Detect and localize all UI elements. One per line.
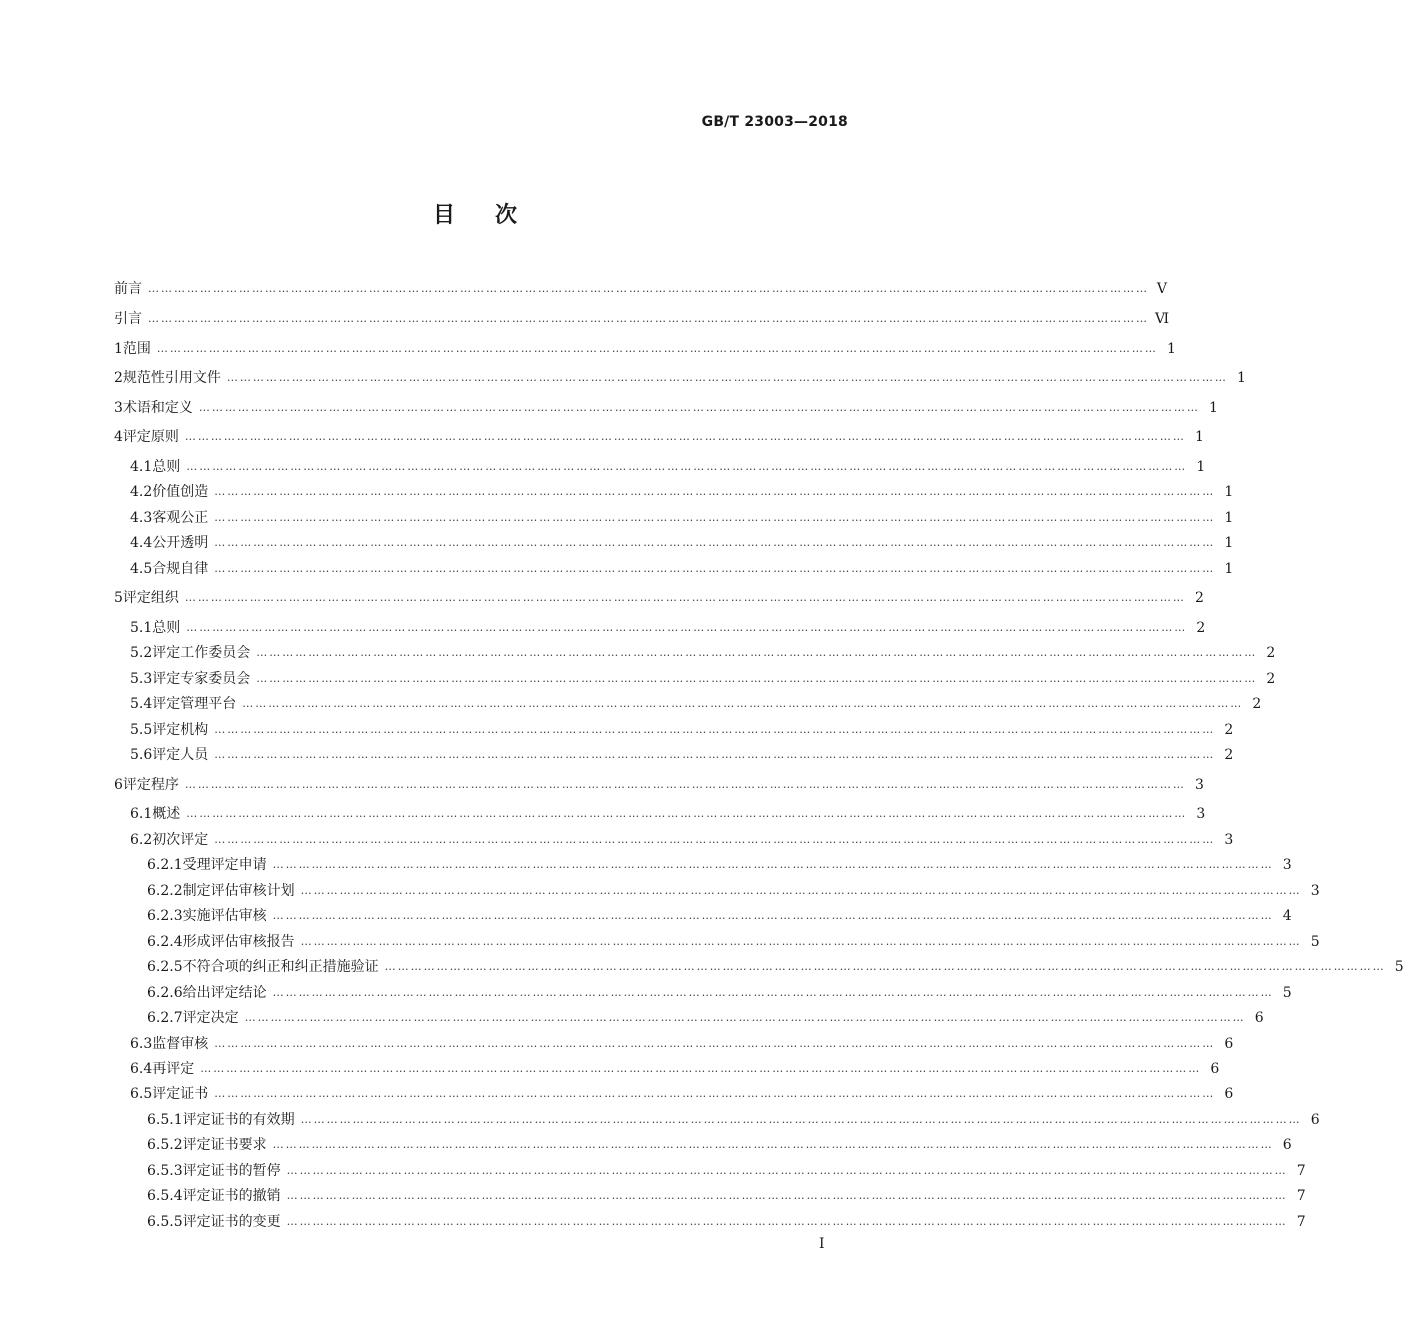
toc-entry-page: 2 [1252, 696, 1262, 712]
page-number: Ⅰ [819, 1236, 825, 1252]
toc-dot-leader: …………………………………………………………………………………………………………………………………………………………………………………………………………… [384, 960, 1386, 973]
toc-entry-number: 5.4 [130, 696, 153, 712]
toc-entry[interactable] [114, 397, 1218, 419]
toc-entry-number: 6.2.4 [147, 934, 183, 950]
toc-entry-page: 1 [1224, 561, 1234, 577]
toc-entry-page: 1 [1224, 484, 1234, 500]
toc-entry-label: 评定决定 [182, 1010, 239, 1026]
toc-dot-leader: …………………………………………………………………………………………………………………………………………………………………………………………………………… [272, 986, 1274, 999]
toc-entry[interactable] [114, 308, 1170, 330]
toc-entry-number: 5.1 [130, 620, 153, 636]
toc-entry-number: 6.5.5 [147, 1214, 183, 1230]
toc-entry-label: 监督审核 [152, 1036, 209, 1052]
toc-entry-number: 6.2.1 [147, 857, 183, 873]
toc-dot-leader: …………………………………………………………………………………………………………………………………………………………………………………………………………… [244, 1011, 1246, 1024]
toc-entry-page: 5 [1282, 985, 1292, 1001]
toc-entry-number: 6.2.3 [147, 908, 183, 924]
toc-dot-leader: …………………………………………………………………………………………………………………………………………………………………………………………………………… [272, 909, 1274, 922]
toc-dot-leader: …………………………………………………………………………………………………………………………………………………………………………………………………………… [214, 536, 1216, 549]
toc-entry-number: 6.1 [130, 806, 153, 822]
toc-entry-page: 3 [1282, 857, 1292, 873]
toc-entry-page: 2 [1196, 620, 1206, 636]
toc-entry-label: 评定证书的撤销 [182, 1188, 281, 1204]
toc-entry[interactable] [114, 1083, 1234, 1105]
toc-entry-page: 5 [1394, 959, 1404, 975]
toc-entry-page: 1 [1209, 400, 1218, 416]
toc-dot-leader: …………………………………………………………………………………………………………………………………………………………………………………………………………… [256, 646, 1258, 659]
toc-entry-page: 2 [1224, 747, 1234, 763]
toc-entry-page: 3 [1196, 806, 1206, 822]
toc-entry-page: 6 [1254, 1010, 1264, 1026]
toc-entry-page: 1 [1224, 510, 1234, 526]
toc-entry[interactable] [114, 338, 1176, 360]
toc-entry[interactable] [114, 426, 1204, 448]
toc-entry[interactable] [114, 803, 1206, 825]
toc-entry-label: 评定程序 [122, 777, 179, 793]
toc-entry-page: 2 [1266, 645, 1276, 661]
toc-entry-page: 1 [1196, 459, 1206, 475]
toc-entry-label: 范围 [122, 341, 151, 357]
toc-entry-number: 6.5.4 [147, 1188, 183, 1204]
toc-entry[interactable] [114, 854, 1292, 876]
standard-number: GB/T 23003—2018 [701, 114, 848, 130]
toc-entry-number: 5.2 [130, 645, 153, 661]
toc-entry-page: 1 [1195, 429, 1204, 445]
toc-dot-leader: …………………………………………………………………………………………………………………………………………………………………………………………………………… [186, 460, 1188, 473]
toc-entry[interactable] [114, 693, 1262, 715]
toc-entry-number: 4.5 [130, 561, 153, 577]
toc-entry-label: 评定管理平台 [152, 696, 237, 712]
toc-entry[interactable] [114, 668, 1276, 690]
toc-entry-label: 评定证书要求 [182, 1137, 267, 1153]
toc-dot-leader: …………………………………………………………………………………………………………………………………………………………………………………………………………… [148, 282, 1149, 295]
toc-entry-label: 评定工作委员会 [152, 645, 251, 661]
toc-entry-label: 术语和定义 [122, 400, 193, 416]
toc-entry-page: 4 [1282, 908, 1292, 924]
toc-entry-number: 4.3 [130, 510, 153, 526]
toc-entry-page: 2 [1266, 671, 1276, 687]
toc-entry-page: 3 [1310, 883, 1320, 899]
toc-entry-number: 4 [114, 429, 123, 445]
toc-entry[interactable] [114, 931, 1320, 953]
toc-dot-leader: …………………………………………………………………………………………………………………………………………………………………………………………………………… [242, 697, 1244, 710]
toc-entry-label: 规范性引用文件 [122, 370, 221, 386]
toc-title [0, 198, 950, 229]
toc-entry-number: 6.2.5 [147, 959, 183, 975]
toc-entry-label: 价值创造 [152, 484, 209, 500]
toc-dot-leader: …………………………………………………………………………………………………………………………………………………………………………………………………………… [184, 778, 1186, 791]
toc-entry-number: 5.5 [130, 722, 153, 738]
toc-entry[interactable] [114, 367, 1246, 389]
toc-entry-label: 评定组织 [122, 590, 179, 606]
toc-dot-leader: …………………………………………………………………………………………………………………………………………………………………………………………………………… [256, 672, 1258, 685]
toc-entry-page: 1 [1167, 341, 1176, 357]
toc-entry[interactable] [114, 558, 1234, 580]
toc-entry[interactable] [114, 905, 1292, 927]
toc-dot-leader: …………………………………………………………………………………………………………………………………………………………………………………………………………… [214, 1087, 1216, 1100]
toc-entry-number: 6.2.7 [147, 1010, 183, 1026]
toc-entry-page: 2 [1195, 590, 1204, 606]
toc-entry-label: 评定原则 [122, 429, 179, 445]
toc-entry[interactable] [114, 1185, 1306, 1207]
toc-entry-page: Ⅴ [1156, 281, 1167, 297]
toc-entry-number: 6.4 [130, 1061, 153, 1077]
toc-entry-number: 6.3 [130, 1036, 153, 1052]
toc-entry[interactable] [114, 1134, 1292, 1156]
toc-entry[interactable] [114, 744, 1234, 766]
toc-entry-page: 6 [1210, 1061, 1220, 1077]
toc-entry-page: 7 [1296, 1188, 1306, 1204]
toc-entry-page: 6 [1224, 1086, 1234, 1102]
toc-dot-leader: …………………………………………………………………………………………………………………………………………………………………………………………………………… [200, 1062, 1202, 1075]
toc-entry[interactable] [114, 774, 1204, 796]
toc-entry[interactable] [114, 456, 1206, 478]
toc-entry-page: 5 [1310, 934, 1320, 950]
toc-entry[interactable] [114, 880, 1320, 902]
toc-entry-page: 6 [1310, 1112, 1320, 1128]
toc-entry[interactable] [114, 507, 1234, 529]
toc-entry-page: 2 [1224, 722, 1234, 738]
toc-entry-page: 7 [1296, 1163, 1306, 1179]
toc-entry-number: 6.2.2 [147, 883, 183, 899]
toc-entry[interactable] [114, 719, 1234, 741]
toc-entry[interactable] [114, 1211, 1306, 1233]
toc-dot-leader: …………………………………………………………………………………………………………………………………………………………………………………………………………… [214, 562, 1216, 575]
toc-entry-number: 3 [114, 400, 123, 416]
toc-entry-page: 7 [1296, 1214, 1306, 1230]
toc-entry-label: 形成评估审核报告 [182, 934, 295, 950]
toc-entry-number: 6.5 [130, 1086, 153, 1102]
toc-entry-label: 评定证书 [152, 1086, 209, 1102]
toc-entry-number: 6.5.2 [147, 1137, 183, 1153]
toc-entry-page: 6 [1224, 1036, 1234, 1052]
toc-dot-leader: …………………………………………………………………………………………………………………………………………………………………………………………………………… [214, 748, 1216, 761]
toc-entry[interactable] [114, 642, 1276, 664]
toc-entry-label: 合规自律 [152, 561, 209, 577]
toc-entry[interactable] [114, 532, 1234, 554]
toc-entry-label: 制定评估审核计划 [182, 883, 295, 899]
toc-entry-number: 4.4 [130, 535, 153, 551]
toc-dot-leader: …………………………………………………………………………………………………………………………………………………………………………………………………………… [156, 342, 1158, 355]
toc-entry[interactable] [114, 1160, 1306, 1182]
toc-entry-number: 6.2.6 [147, 985, 183, 1001]
toc-dot-leader: …………………………………………………………………………………………………………………………………………………………………………………………………………… [214, 511, 1216, 524]
toc-dot-leader: …………………………………………………………………………………………………………………………………………………………………………………………………………… [184, 591, 1186, 604]
toc-dot-leader: …………………………………………………………………………………………………………………………………………………………………………………………………………… [214, 1037, 1216, 1050]
toc-dot-leader: …………………………………………………………………………………………………………………………………………………………………………………………………………… [198, 401, 1200, 414]
toc-entry-page: 1 [1224, 535, 1234, 551]
toc-entry-label: 给出评定结论 [182, 985, 267, 1001]
toc-entry-label: 评定证书的有效期 [182, 1112, 295, 1128]
toc-entry-label: 评定证书的暂停 [182, 1163, 281, 1179]
toc-entry-number: 6.5.1 [147, 1112, 183, 1128]
toc-entry[interactable] [114, 278, 1167, 300]
toc-entry-number: 5.6 [130, 747, 153, 763]
toc-entry[interactable] [114, 982, 1292, 1004]
toc-dot-leader: …………………………………………………………………………………………………………………………………………………………………………………………………………… [186, 621, 1188, 634]
toc-entry-page: 1 [1237, 370, 1246, 386]
toc-title-char: 目 [432, 203, 455, 228]
toc-entry-label: 公开透明 [152, 535, 209, 551]
toc-dot-leader: …………………………………………………………………………………………………………………………………………………………………………………………………………… [214, 723, 1216, 736]
toc-entry-page: 3 [1195, 777, 1204, 793]
toc-entry-label: 再评定 [152, 1061, 195, 1077]
toc-dot-leader: …………………………………………………………………………………………………………………………………………………………………………………………………………… [272, 1138, 1274, 1151]
toc-entry-label: 实施评估审核 [182, 908, 267, 924]
toc-entry-label: 评定机构 [152, 722, 209, 738]
toc-entry-number: 6 [114, 777, 123, 793]
toc-entry-number: 5.3 [130, 671, 153, 687]
toc-entry[interactable] [114, 956, 1404, 978]
toc-entry[interactable] [114, 829, 1234, 851]
toc-dot-leader: …………………………………………………………………………………………………………………………………………………………………………………………………………… [286, 1189, 1288, 1202]
toc-entry[interactable] [114, 1033, 1234, 1055]
toc-dot-leader: …………………………………………………………………………………………………………………………………………………………………………………………………………… [300, 884, 1302, 897]
toc-entry-label: 初次评定 [152, 832, 209, 848]
toc-entry-number: 4.2 [130, 484, 153, 500]
toc-entry-page: 3 [1224, 832, 1234, 848]
toc-entry-page: 6 [1282, 1137, 1292, 1153]
toc-entry-label: 评定人员 [152, 747, 209, 763]
toc-dot-leader: …………………………………………………………………………………………………………………………………………………………………………………………………………… [286, 1164, 1288, 1177]
toc-entry-label: 受理评定申请 [182, 857, 267, 873]
toc-entry[interactable] [114, 481, 1234, 503]
toc-dot-leader: …………………………………………………………………………………………………………………………………………………………………………………………………………… [226, 371, 1228, 384]
toc-entry[interactable] [114, 1109, 1320, 1131]
toc-dot-leader: …………………………………………………………………………………………………………………………………………………………………………………………………………… [214, 833, 1216, 846]
toc-dot-leader: …………………………………………………………………………………………………………………………………………………………………………………………………………… [272, 858, 1274, 871]
toc-dot-leader: …………………………………………………………………………………………………………………………………………………………………………………………………………… [148, 312, 1149, 325]
toc-entry-label: 总则 [152, 459, 181, 475]
toc-entry-label: 不符合项的纠正和纠正措施验证 [182, 959, 379, 975]
toc-title-char: 次 [495, 203, 518, 228]
toc-entry-number: 5 [114, 590, 123, 606]
toc-dot-leader: …………………………………………………………………………………………………………………………………………………………………………………………………………… [300, 935, 1302, 948]
toc-entry[interactable] [114, 617, 1206, 639]
toc-entry-label: 评定证书的变更 [182, 1214, 281, 1230]
toc-entry-label: 总则 [152, 620, 181, 636]
toc-entry-number: 2 [114, 370, 123, 386]
toc-entry-label: 前言 [114, 281, 142, 297]
toc-entry-number: 6.5.3 [147, 1163, 183, 1179]
toc-entry[interactable] [114, 1007, 1264, 1029]
toc-entry-label: 评定专家委员会 [152, 671, 251, 687]
toc-entry-number: 6.2 [130, 832, 153, 848]
toc-dot-leader: …………………………………………………………………………………………………………………………………………………………………………………………………………… [186, 807, 1188, 820]
toc-entry-page: Ⅵ [1155, 311, 1170, 327]
toc-entry[interactable] [114, 587, 1204, 609]
toc-entry-label: 引言 [114, 311, 142, 327]
toc-dot-leader: …………………………………………………………………………………………………………………………………………………………………………………………………………… [286, 1215, 1288, 1228]
toc-entry-number: 4.1 [130, 459, 153, 475]
toc-entry-label: 概述 [152, 806, 181, 822]
toc-entry-number: 1 [114, 341, 123, 357]
toc-entry-label: 客观公正 [152, 510, 209, 526]
toc-dot-leader: …………………………………………………………………………………………………………………………………………………………………………………………………………… [300, 1113, 1302, 1126]
toc-dot-leader: …………………………………………………………………………………………………………………………………………………………………………………………………………… [214, 485, 1216, 498]
toc-dot-leader: …………………………………………………………………………………………………………………………………………………………………………………………………………… [184, 430, 1186, 443]
toc-entry[interactable] [114, 1058, 1220, 1080]
